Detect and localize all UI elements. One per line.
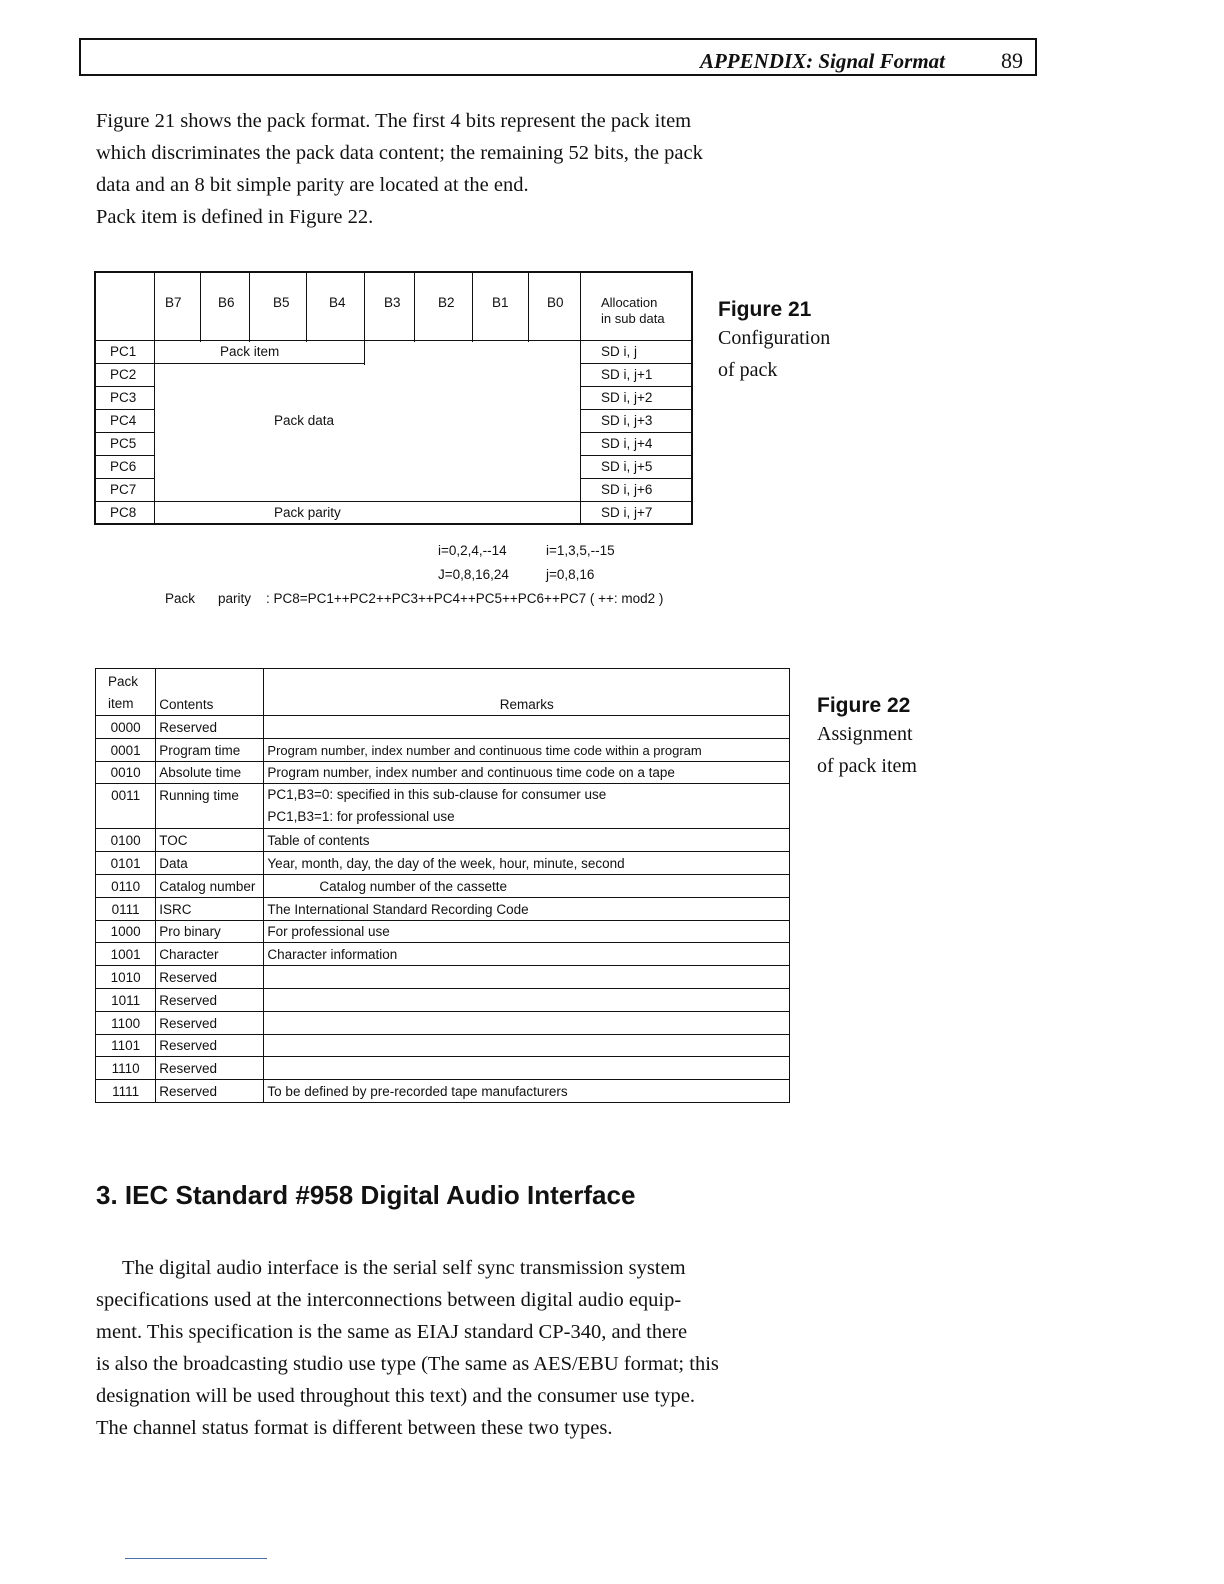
pc-label: PC3 [110,390,137,405]
formula-i-even: i=0,2,4,--14 [438,543,507,558]
grid-line [580,273,581,525]
pack-item-code: 0011 [96,784,156,829]
figure-21-caption [718,298,830,386]
table-row [96,784,790,829]
table-row [96,761,790,784]
pc-label: PC6 [110,459,137,474]
pc-label: PC5 [110,436,137,451]
figure-22-caption [817,694,917,782]
pack-item-code: 1001 [96,943,156,966]
allocation-cell: SD i, j+7 [601,505,653,520]
pack-item-contents: Reserved [156,1034,264,1057]
grid-line [96,455,154,456]
grid-line [580,409,691,410]
pack-item-remarks [264,1034,790,1057]
table-row [96,920,790,943]
formula-j-odd: j=0,8,16 [546,567,595,582]
grid-line [528,273,529,342]
grid-line [472,273,473,342]
pack-item-contents: Catalog number [156,874,264,897]
intro-line: data and an 8 bit simple parity are located at the end. [96,174,529,196]
bit-header: B2 [438,295,455,310]
body-line: is also the broadcasting studio use type (The same as AES/EBU format; this [96,1353,719,1375]
pack-item-remarks [264,1011,790,1034]
grid-line [154,342,155,525]
body-line: designation will be used throughout this text) and the consumer use type. [96,1385,695,1407]
pack-item-remarks: To be defined by pre-recorded tape manufacturers [264,1080,790,1103]
table-row [96,943,790,966]
header-contents: Contents [156,669,264,716]
grid-line [200,273,201,342]
bit-header: B0 [547,295,564,310]
grid-line [364,273,365,365]
pack-item-code: 1100 [96,1011,156,1034]
table-row [96,874,790,897]
pack-item-code: 0101 [96,852,156,875]
pack-item-code: 1010 [96,966,156,989]
bit-header: B3 [384,295,401,310]
pack-item-remarks: Year, month, day, the day of the week, hour, minute, second [264,852,790,875]
grid-line [96,501,691,502]
table-row [96,1011,790,1034]
grid-line [154,363,364,364]
pc-label: PC4 [110,413,137,428]
pack-item-code: 1110 [96,1057,156,1080]
pc-label: PC2 [110,367,137,382]
pack-item-contents: Reserved [156,966,264,989]
intro-line: Pack item is defined in Figure 22. [96,206,374,228]
grid-line [249,273,250,342]
grid-line [96,478,154,479]
caption-line: Configuration [718,327,831,349]
footer-rule [125,1558,267,1559]
grid-line [580,363,691,364]
pack-item-code: 0010 [96,761,156,784]
table-row [96,1080,790,1103]
grid-line [580,478,691,479]
grid-line [96,432,154,433]
table-row [96,738,790,761]
pack-item-code: 1111 [96,1080,156,1103]
intro-line: Figure 21 shows the pack format. The first 4 bits represent the pack item [96,110,692,132]
grid-line [306,273,307,342]
allocation-cell: SD i, j+4 [601,436,653,451]
formula-j-even: J=0,8,16,24 [438,567,509,582]
header-remarks: Remarks [264,669,790,716]
pack-item-remarks [264,1057,790,1080]
pack-item-remarks: Table of contents [264,829,790,852]
grid-line [96,363,154,364]
pack-item-contents: Program time [156,738,264,761]
allocation-cell: SD i, j+5 [601,459,653,474]
pack-data-label: Pack data [274,413,335,428]
pack-item-code: 0100 [96,829,156,852]
section-heading: 3. IEC Standard #958 Digital Audio Interface [96,1180,636,1210]
pack-item-contents: Reserved [156,1011,264,1034]
body-line: The channel status format is different between these two types. [96,1417,613,1439]
parity-word: parity [218,591,252,606]
pack-item-remarks: The International Standard Recording Code [264,897,790,920]
pack-item-contents: Character [156,943,264,966]
pc-label: PC1 [110,344,137,359]
pack-item-code: 0110 [96,874,156,897]
intro-line: which discriminates the pack data content; the remaining 52 bits, the pack [96,142,703,164]
pc-label: PC8 [110,505,137,520]
page-header [79,38,1037,76]
pack-item-contents: Reserved [156,716,264,739]
body-paragraph [96,1252,736,1444]
remarks-line: PC1,B3=0: specified in this sub-clause for consumer use [267,787,607,803]
body-line: ment. This specification is the same as EIAJ standard CP-340, and there [96,1321,688,1343]
pack-item-contents: ISRC [156,897,264,920]
pack-item-contents: Pro binary [156,920,264,943]
table-row [96,897,790,920]
pack-parity-label: Pack parity [274,505,341,520]
grid-line [580,455,691,456]
allocation-header-line: in sub data [601,311,665,326]
table-row [96,829,790,852]
allocation-cell: SD i, j+1 [601,367,653,382]
figure-21-pack-diagram [94,271,693,525]
figure-21-title: Figure 21 [718,298,812,321]
pack-item-remarks [264,966,790,989]
pack-item-code: 0001 [96,738,156,761]
header-text: Pack [108,674,139,689]
grid-line [154,273,155,342]
pack-item-remarks: Program number, index number and continuous time code on a tape [264,761,790,784]
pack-item-code: 1000 [96,920,156,943]
pack-item-remarks: For professional use [264,920,790,943]
bit-header: B7 [165,295,182,310]
allocation-cell: SD i, j+6 [601,482,653,497]
intro-paragraph [96,105,746,233]
bit-header: B6 [218,295,235,310]
bit-header: B5 [273,295,290,310]
header-text: item [108,696,134,711]
grid-line [96,340,691,341]
grid-line [96,386,154,387]
remarks-line: PC1,B3=1: for professional use [267,809,455,825]
caption-line: Assignment [817,723,913,745]
pack-item-code: 1101 [96,1034,156,1057]
parity-label: Pack [165,591,196,606]
header-pack-item [96,669,156,716]
allocation-cell: SD i, j+3 [601,413,653,428]
pack-item-remarks: Program number, index number and continuous time code within a program [264,738,790,761]
pack-item-remarks: Catalog number of the cassette [264,874,790,897]
table-row [96,988,790,1011]
caption-line: of pack [718,359,778,381]
caption-line: of pack item [817,755,917,777]
parity-expression: : PC8=PC1++PC2++PC3++PC4++PC5++PC6++PC7 ( ++: mod2 ) [266,591,664,606]
table-header-row [96,669,790,716]
body-line: specifications used at the interconnections between digital audio equip- [96,1289,682,1311]
pack-item-code: 1011 [96,988,156,1011]
allocation-cell: SD i, j [601,344,638,359]
pack-item-remarks [264,716,790,739]
figure-22-table [95,668,790,1103]
pack-item-contents: Reserved [156,1057,264,1080]
grid-line [580,432,691,433]
pack-item-label: Pack item [220,344,280,359]
pack-item-remarks [264,784,790,829]
formula-i-odd: i=1,3,5,--15 [546,543,615,558]
allocation-cell: SD i, j+2 [601,390,653,405]
body-line [96,1252,736,1284]
pack-item-contents: TOC [156,829,264,852]
allocation-header-line: Allocation [601,295,658,310]
grid-line [96,409,154,410]
pack-item-remarks [264,988,790,1011]
table-row [96,1057,790,1080]
table-row [96,966,790,989]
pack-item-contents: Data [156,852,264,875]
table-row [96,716,790,739]
pack-item-remarks: Character information [264,943,790,966]
header-title: APPENDIX: Signal Format [699,49,945,73]
pack-item-code: 0111 [96,897,156,920]
pack-item-code: 0000 [96,716,156,739]
table-row [96,1034,790,1057]
figure-22-title: Figure 22 [817,694,911,717]
grid-line [414,273,415,342]
pack-item-contents: Reserved [156,988,264,1011]
pack-item-contents: Reserved [156,1080,264,1103]
allocation-header [601,295,665,327]
table-row [96,852,790,875]
body-text: The digital audio interface is the serial self sync transmission system [122,1257,686,1279]
pc-label: PC7 [110,482,137,497]
page-number: 89 [1001,48,1023,73]
pack-item-contents: Absolute time [156,761,264,784]
bit-header: B1 [492,295,509,310]
bit-header: B4 [329,295,346,310]
pack-item-contents: Running time [156,784,264,829]
grid-line [580,386,691,387]
